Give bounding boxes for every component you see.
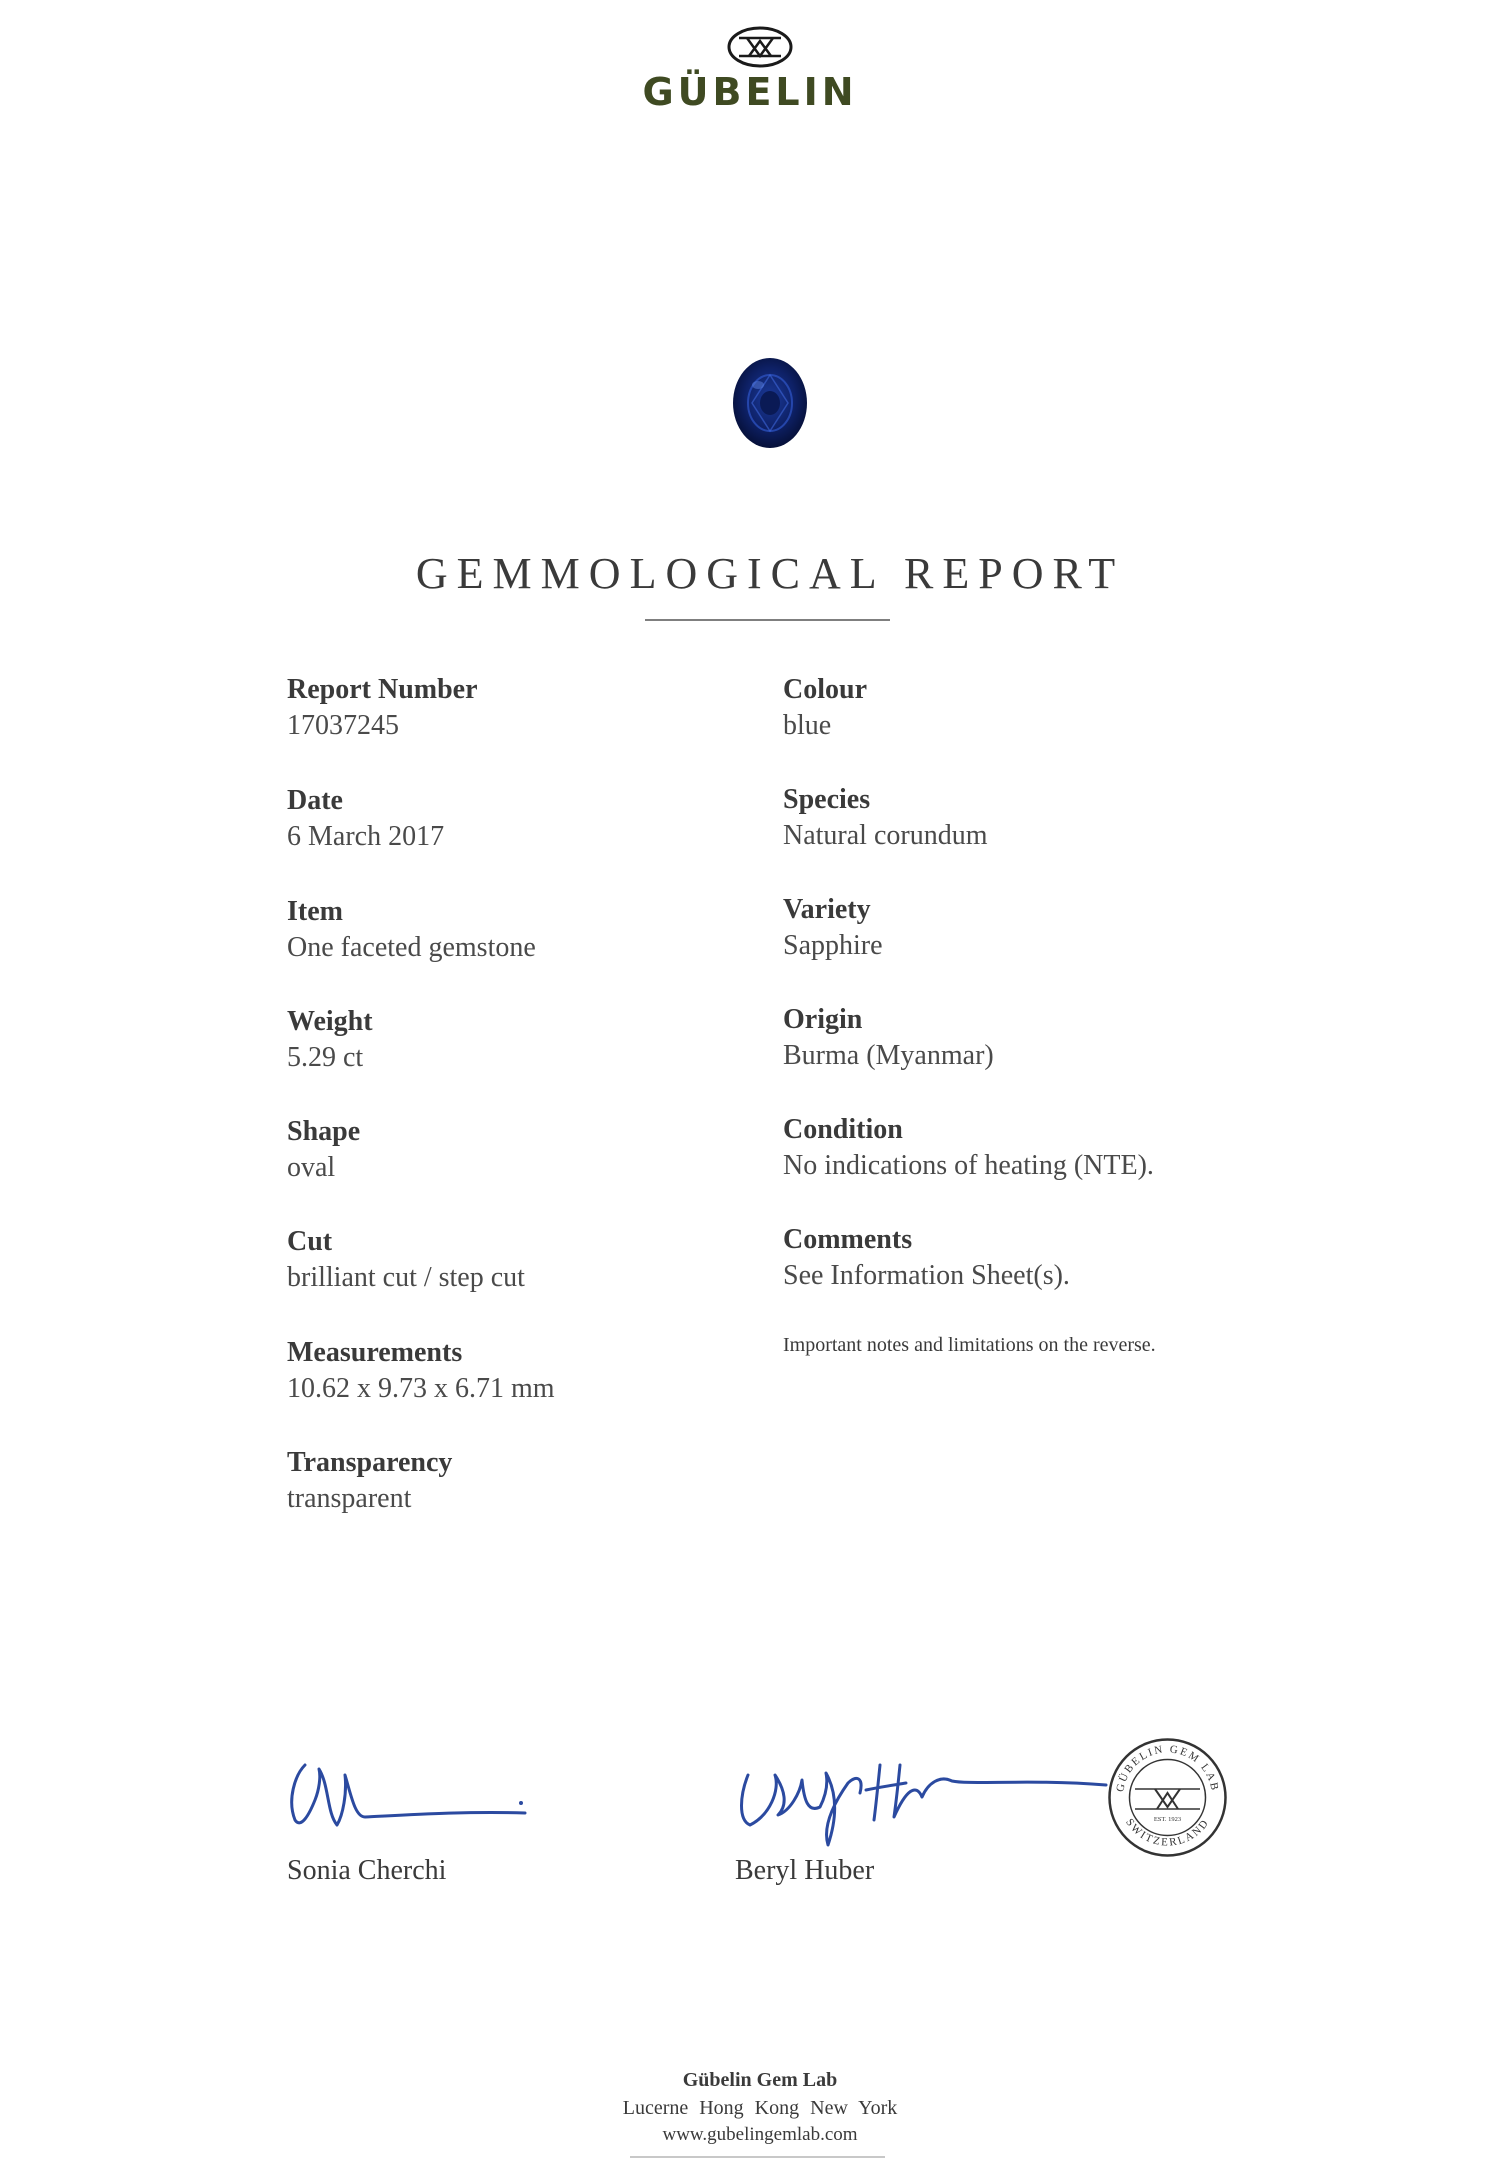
field-value: blue	[783, 710, 832, 741]
title-divider	[645, 619, 890, 621]
field-origin	[783, 1002, 994, 1074]
field-label: Colour	[783, 674, 867, 705]
field-value: 6 March 2017	[287, 821, 445, 852]
field-label: Shape	[287, 1116, 361, 1147]
field-value: oval	[287, 1152, 336, 1183]
field-label: Origin	[783, 1004, 863, 1035]
signer-name: Beryl Huber	[735, 1855, 875, 1886]
footer-website-link[interactable]: www.gubelingemlab.com	[662, 2124, 858, 2145]
field-label: Species	[783, 784, 871, 815]
field-shape	[287, 1114, 360, 1186]
svg-text:SWITZERLAND: SWITZERLAND	[1123, 1816, 1212, 1849]
field-label: Measurements	[287, 1337, 463, 1368]
gem-lab-seal-stamp	[1105, 1735, 1230, 1860]
field-condition	[783, 1112, 1154, 1184]
sapphire-gem-image	[730, 355, 810, 451]
field-label: Item	[287, 896, 343, 927]
field-label: Cut	[287, 1226, 333, 1257]
gubelin-logo-icon	[727, 26, 793, 68]
field-value: No indications of heating (NTE).	[783, 1150, 1154, 1181]
svg-text:EST. 1923: EST. 1923	[1153, 1816, 1182, 1823]
field-value: 5.29 ct	[287, 1042, 364, 1073]
field-date	[287, 783, 444, 855]
field-comments	[783, 1222, 1070, 1294]
field-report-number	[287, 672, 478, 744]
svg-text:GÜBELIN GEM LAB: GÜBELIN GEM LAB	[1114, 1743, 1221, 1794]
field-variety	[783, 892, 883, 964]
field-label: Report Number	[287, 674, 478, 705]
field-value: One faceted gemstone	[287, 932, 536, 963]
signature-sonia-cherchi	[285, 1755, 530, 1835]
field-colour	[783, 672, 867, 744]
footer	[560, 2066, 960, 2148]
field-measurements	[287, 1335, 555, 1407]
field-item	[287, 894, 536, 966]
brand-logotype: GÜBELIN	[642, 70, 858, 114]
footer-cities: Lucerne Hong Kong New York	[622, 2097, 898, 2119]
footer-lab-name: Gübelin Gem Lab	[682, 2069, 838, 2091]
report-title: GEMMOLOGICAL REPORT	[415, 549, 1125, 598]
field-label: Transparency	[287, 1447, 453, 1478]
field-label: Condition	[783, 1114, 903, 1145]
field-label: Comments	[783, 1224, 913, 1255]
field-value: Burma (Myanmar)	[783, 1040, 994, 1071]
field-label: Date	[287, 785, 343, 816]
field-transparency	[287, 1445, 452, 1517]
field-value: 10.62 x 9.73 x 6.71 mm	[287, 1373, 555, 1404]
field-value: 17037245	[287, 710, 399, 741]
signer-name: Sonia Cherchi	[287, 1855, 447, 1886]
field-label: Variety	[783, 894, 871, 925]
field-value: See Information Sheet(s).	[783, 1260, 1070, 1291]
field-value: transparent	[287, 1483, 412, 1514]
field-label: Weight	[287, 1006, 373, 1037]
field-species	[783, 782, 988, 854]
field-value: Sapphire	[783, 930, 883, 961]
field-value: Natural corundum	[783, 820, 988, 851]
field-weight	[287, 1004, 373, 1076]
reverse-notes-text: Important notes and limitations on the reverse.	[783, 1334, 1156, 1356]
field-value: brilliant cut / step cut	[287, 1262, 525, 1293]
signature-beryl-huber	[730, 1745, 1110, 1855]
footer-divider	[630, 2156, 885, 2158]
field-cut	[287, 1224, 525, 1296]
